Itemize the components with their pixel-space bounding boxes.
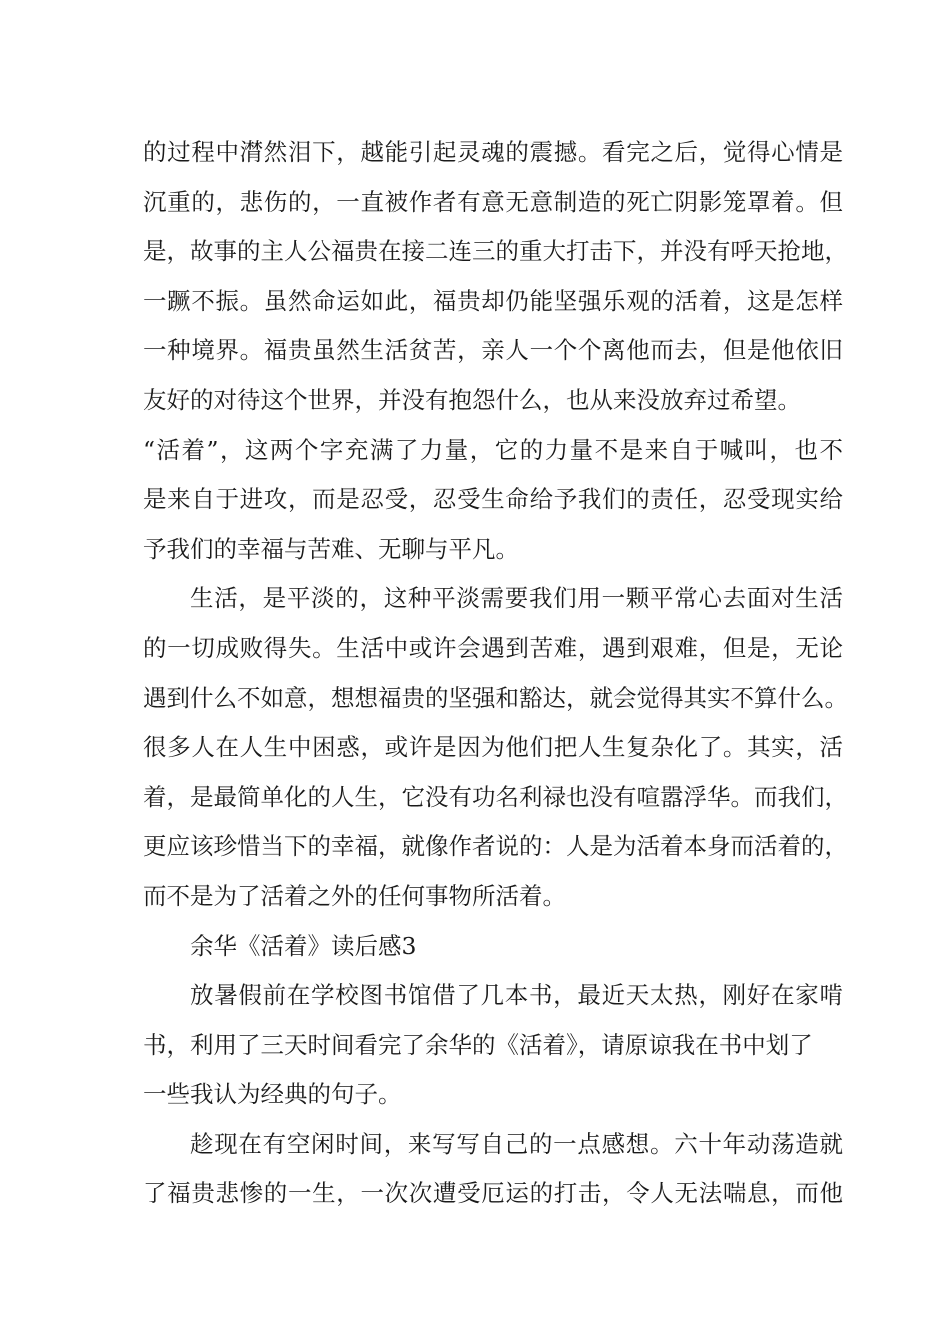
text-line: 的过程中潸然泪下，越能引起灵魂的震撼。看完之后，觉得心情是 [143, 138, 843, 166]
text-line: 友好的对待这个世界，并没有抱怨什么，也从来没放弃过希望。 [143, 385, 801, 414]
text-line: 遇到什么不如意，想想福贵的坚强和豁达，就会觉得其实不算什么。 [143, 683, 848, 712]
text-line: 是，故事的主人公福贵在接二连三的重大打击下，并没有呼天抢地， [143, 237, 848, 266]
text-line: 更应该珍惜当下的幸福，就像作者说的：人是为活着本身而活着的， [143, 832, 848, 861]
text-line: 一些我认为经典的句子。 [143, 1080, 402, 1109]
text-line: 趁现在有空闲时间，来写写自己的一点感想。六十年动荡造就 [190, 1129, 843, 1158]
text-line: 的一切成败得失。生活中或许会遇到苦难，遇到艰难，但是，无论 [143, 633, 843, 662]
text-line: 是来自于进攻，而是忍受，忍受生命给予我们的责任，忍受现实给 [143, 485, 843, 514]
text-line: 放暑假前在学校图书馆借了几本书，最近天太热，刚好在家啃 [190, 981, 843, 1010]
text-line: 予我们的幸福与苦难、无聊与平凡。 [143, 534, 519, 563]
text-line: 很多人在人生中困惑，或许是因为他们把人生复杂化了。其实，活 [143, 733, 843, 762]
text-line: 一种境界。福贵虽然生活贫苦，亲人一个个离他而去，但是他依旧 [143, 336, 843, 365]
text-line: 书，利用了三天时间看完了余华的《活着》，请原谅我在书中划了 [143, 1030, 813, 1059]
text-line: 了福贵悲惨的一生，一次次遭受厄运的打击，令人无法喘息，而他 [143, 1179, 843, 1208]
text-line: 生活，是平淡的，这种平淡需要我们用一颗平常心去面对生活 [190, 584, 843, 613]
document-body [143, 128, 848, 1219]
text-line: 沉重的，悲伤的，一直被作者有意无意制造的死亡阴影笼罩着。但 [143, 187, 843, 216]
text-line: 而不是为了活着之外的任何事物所活着。 [143, 881, 566, 910]
text-line: 余华《活着》读后感3 [190, 931, 417, 960]
text-line: 一蹶不振。虽然命运如此，福贵却仍能坚强乐观的活着，这是怎样 [143, 286, 843, 315]
text-line: 着，是最简单化的人生，它没有功名利禄也没有喧嚣浮华。而我们， [143, 782, 848, 811]
text-line: “活着”，这两个字充满了力量，它的力量不是来自于喊叫，也不 [143, 435, 843, 464]
